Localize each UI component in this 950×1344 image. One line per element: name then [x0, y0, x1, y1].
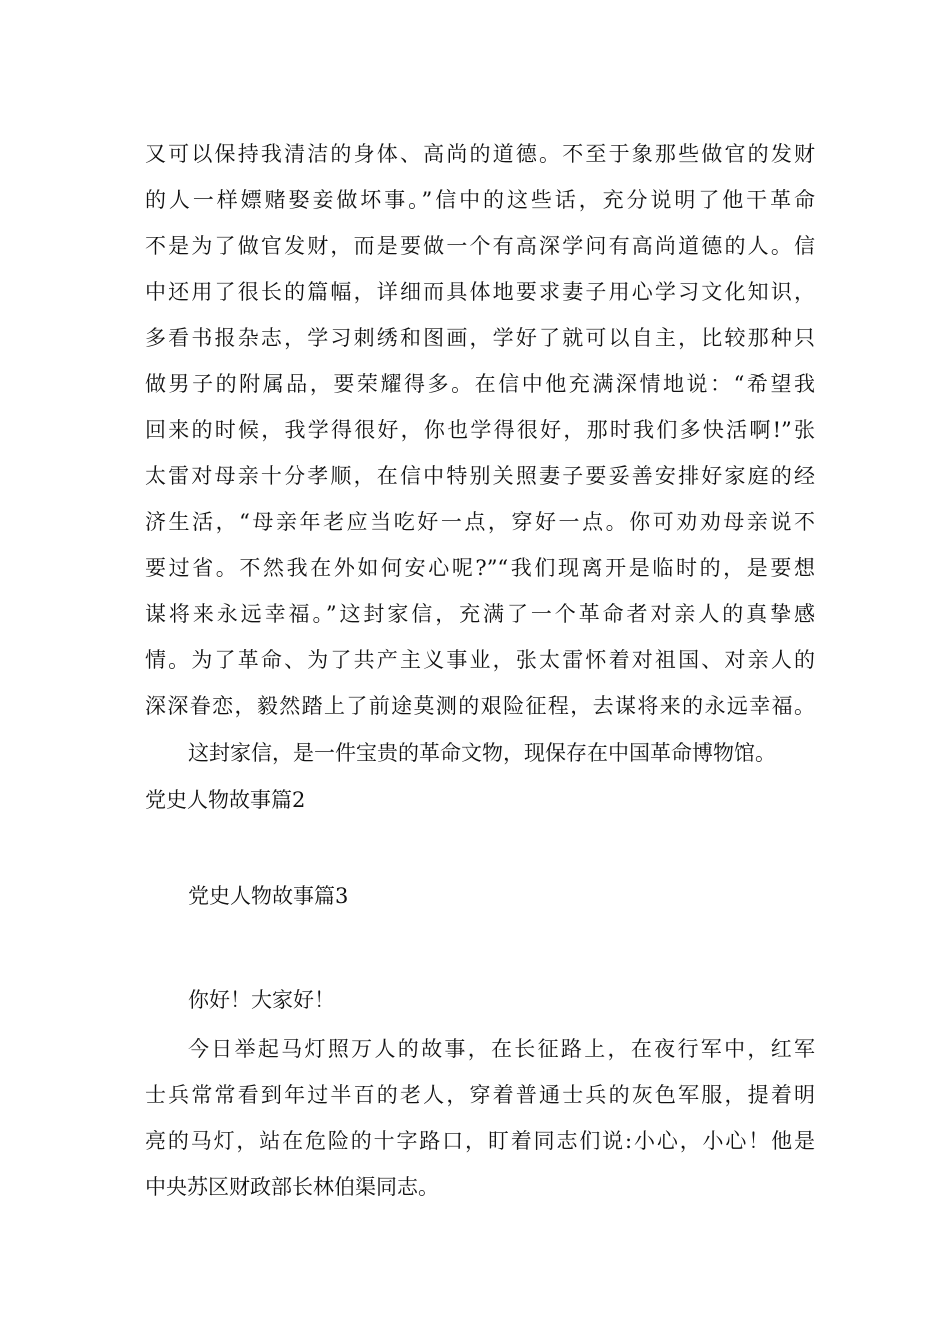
text-line: 深深眷恋，毅然踏上了前途莫测的艰险征程，去谋将来的永远幸福。: [145, 694, 815, 718]
section-heading: 党史人物故事篇3: [188, 884, 349, 908]
text-line: 士兵常常看到年过半百的老人，穿着普通士兵的灰色军服，提着明: [145, 1083, 815, 1107]
text-line: 做男子的附属品，要荣耀得多。在信中他充满深情地说：“希望我: [145, 372, 815, 396]
text-line: 多看书报杂志，学习刺绣和图画，学好了就可以自主，比较那种只: [145, 326, 815, 350]
text-line: 这封家信，是一件宝贵的革命文物，现保存在中国革命博物馆。: [188, 741, 776, 765]
text-line: 今日举起马灯照万人的故事，在长征路上，在夜行军中，红军: [188, 1037, 815, 1061]
text-line: 谋将来永远幸福。”这封家信，充满了一个革命者对亲人的真挚感: [145, 602, 815, 626]
text-line: 亮的马灯，站在危险的十字路口，盯着同志们说:小心，小心！他是: [145, 1129, 815, 1153]
text-line: 情。为了革命、为了共产主义事业，张太雷怀着对祖国、对亲人的: [145, 648, 815, 672]
text-line: 中还用了很长的篇幅，详细而具体地要求妻子用心学习文化知识，: [145, 280, 815, 304]
text-line: 又可以保持我清洁的身体、高尚的道德。不至于象那些做官的发财: [145, 142, 815, 166]
text-line: 太雷对母亲十分孝顺，在信中特别关照妻子要妥善安排好家庭的经: [145, 464, 815, 488]
text-line: 的人一样嫖赌娶妾做坏事。”信中的这些话，充分说明了他干革命: [145, 188, 815, 212]
text-line: 要过省。不然我在外如何安心呢?”“我们现离开是临时的，是要想: [145, 556, 815, 580]
text-line: 中央苏区财政部长林伯渠同志。: [145, 1175, 439, 1199]
section-heading: 党史人物故事篇2: [145, 788, 306, 812]
greeting-line: 你好！大家好！: [188, 988, 335, 1012]
text-line: 回来的时候，我学得很好，你也学得很好，那时我们多快活啊!”张: [145, 418, 815, 442]
text-line: 不是为了做官发财，而是要做一个有高深学问有高尚道德的人。信: [145, 234, 815, 258]
text-line: 济生活，“母亲年老应当吃好一点，穿好一点。你可劝劝母亲说不: [145, 510, 815, 534]
